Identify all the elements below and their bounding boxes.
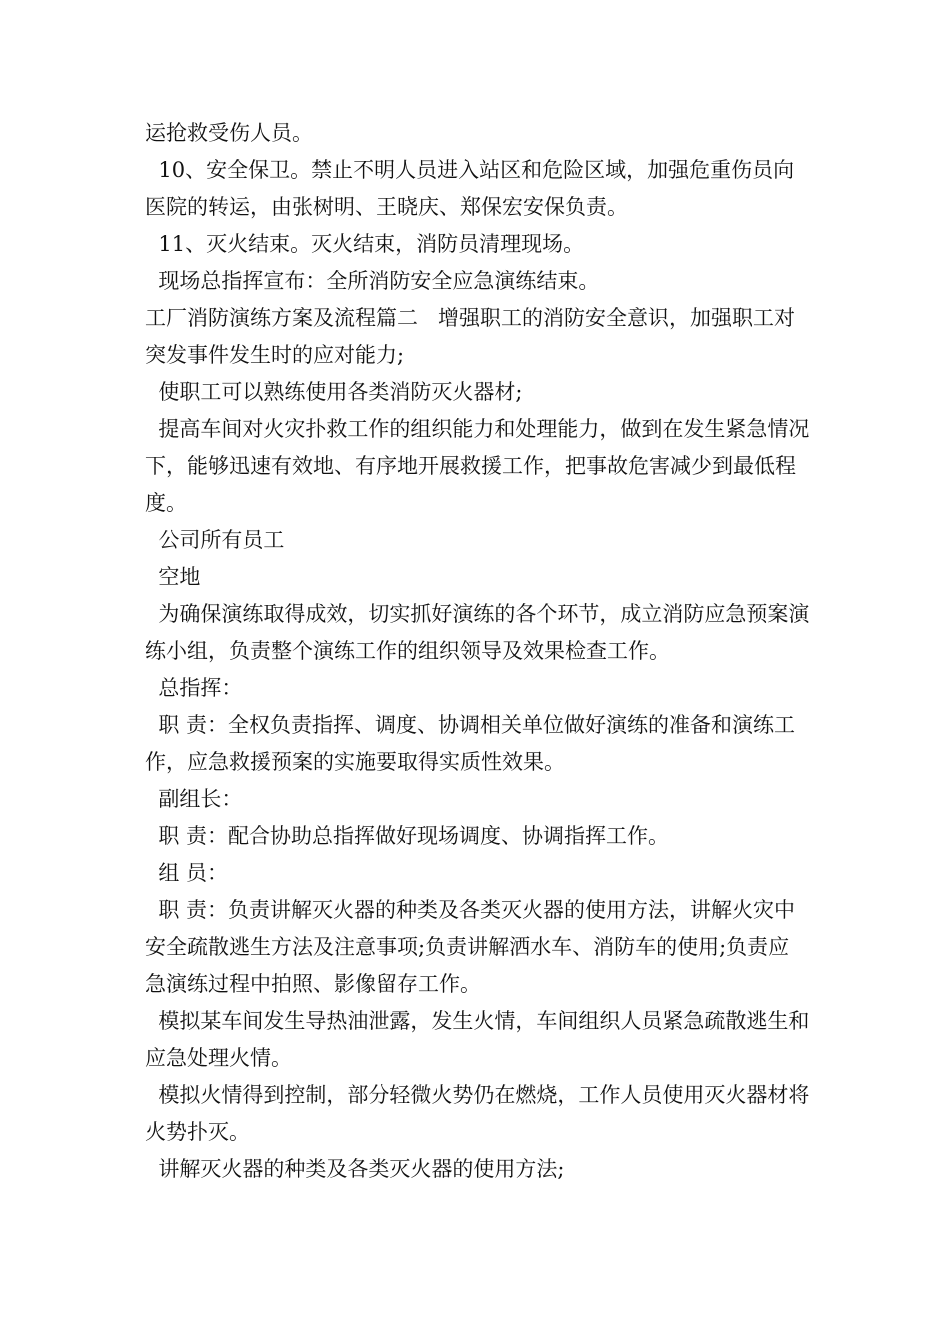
paragraph-16: 职 责：负责讲解灭火器的种类及各类灭火器的使用方法，讲解火灾中安全疏散逃生方法及注意事项;负责讲解洒水车、消防车的使用;负责应急演练过程中拍照、影像留存工作。 (145, 898, 796, 996)
paragraph-17: 模拟某车间发生导热油泄露，发生火情，车间组织人员紧急疏散逃生和应急处理火情。 (145, 1009, 810, 1070)
paragraph-8: 公司所有员工 (145, 528, 285, 552)
paragraph-7: 提高车间对火灾扑救工作的组织能力和处理能力，做到在发生紧急情况下，能够迅速有效地、有序地开展救援工作，把事故危害减少到最低程度。 (145, 417, 810, 515)
paragraph-19: 讲解灭火器的种类及各类灭火器的使用方法; (145, 1157, 565, 1181)
paragraph-3: 11、灭火结束。灭火结束，消防员清理现场。 (145, 232, 585, 256)
paragraph-15: 组 员： (145, 861, 229, 885)
paragraph-9: 空地 (145, 565, 201, 589)
paragraph-11: 总指挥： (145, 676, 243, 700)
paragraph-13: 副组长： (145, 787, 243, 811)
paragraph-6: 使职工可以熟练使用各类消防灭火器材; (145, 380, 523, 404)
paragraph-12: 职 责：全权负责指挥、调度、协调相关单位做好演练的准备和演练工作，应急救援预案的实施要取得实质性效果。 (145, 713, 796, 774)
paragraph-4: 现场总指挥宣布：全所消防安全应急演练结束。 (145, 269, 600, 293)
paragraph-18: 模拟火情得到控制，部分轻微火势仍在燃烧，工作人员使用灭火器材将火势扑灭。 (145, 1083, 810, 1144)
paragraph-2: 10、安全保卫。禁止不明人员进入站区和危险区域，加强危重伤员向医院的转运，由张树明、王晓庆、郑保宏安保负责。 (145, 158, 795, 219)
paragraph-5: 工厂消防演练方案及流程篇二 增强职工的消防安全意识，加强职工对突发事件发生时的应对能力; (145, 306, 796, 367)
paragraph-14: 职 责：配合协助总指挥做好现场调度、协调指挥工作。 (145, 824, 670, 848)
paragraph-10: 为确保演练取得成效，切实抓好演练的各个环节，成立消防应急预案演练小组，负责整个演练工作的组织领导及效果检查工作。 (145, 602, 810, 663)
paragraph-1: 运抢救受伤人员。 (145, 121, 313, 145)
